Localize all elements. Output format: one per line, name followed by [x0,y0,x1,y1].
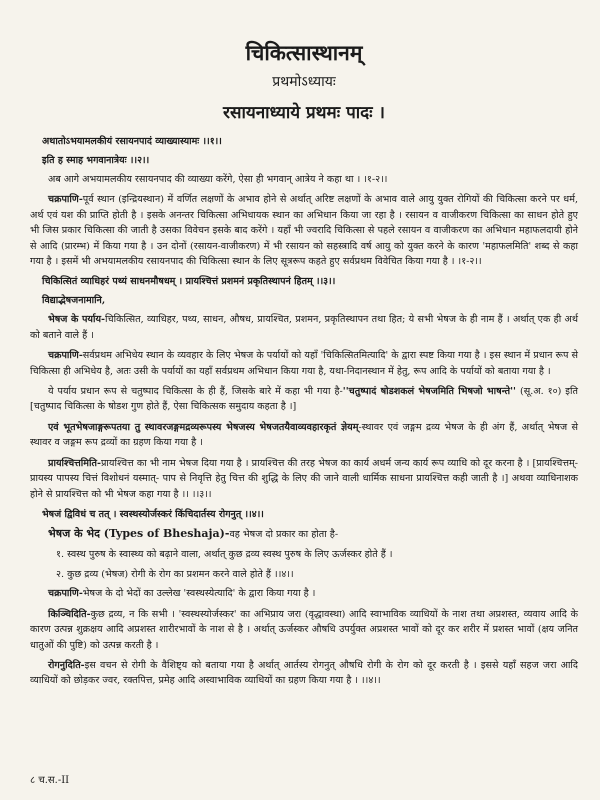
paragraph-6 [30,420,578,451]
paragraph-9 [30,586,578,601]
paragraph-10-text: कुछ द्रव्य, न कि सभी । 'स्वस्थस्योर्जस्कर' का अभिप्राय जरा (वृद्धावस्था) आदि स्वाभाविक व्याधियों के नाश तथा अप्रशस्त, व्यवाय आदि के कारण उत्पन्न शुक्रक्षय आदि अप्रशस्त शारीरभावों के नाश से है । अर्थात् ऊर्जस्कर औषधि उपर्युक्त अप्रशस्त भावों को दूर कर शरीर में प्रशस्त भावों (क्षय जनित धातुओं की पुष्टि) को उत्पन्न करती है । [30,608,578,651]
sanskrit-verse-1b: इति ह स्माह भगवानात्रेयः ।।२।। [42,155,150,166]
paragraph-7-label: प्रायश्चित्तमिति- [48,457,101,469]
sanskrit-verse-4: भेषजं द्विविधं च तत् । स्वस्थस्योर्जस्करं किंचिदार्तस्य रोगनुत् ।।४।। [42,508,264,520]
paragraph-2 [30,192,578,269]
paragraph-9-text: भेषज के दो भेदों का उल्लेख 'स्वस्थस्येत्यादि' के द्वारा किया गया है । [82,588,316,600]
sanskrit-verse-1a: अथातोऽभयामलकीयं रसायनपादं व्याख्यास्यामः ।।१।। [42,136,222,147]
paragraph-8-text: वह भेषज दो प्रकार का होता है- [229,528,339,540]
paragraph-9-label: चक्रपाणि- [48,588,83,600]
paragraph-3-text: चिकित्सित, व्याधिहर, पथ्य, साधन, औषध, प्रायश्चित, प्रशमन, प्रकृतिस्थापन तथा हित; ये सभी भेषज के ही नाम हैं । अर्थात् एक ही अर्थ को बताने वाले हैं । [30,314,578,341]
paragraph-10-label: किञ्चिदिति- [48,608,91,620]
paragraph-6-lead: एवं भूतभेषजाङ्गरूपतया तु स्थावरजङ्गमद्रव्यरूपस्य भेषजस्य भेषजतयैवाव्यवहारकृतं ज्ञेयम् [48,421,359,433]
paragraph-4-label: चक्रपाणि- [48,350,83,362]
sanskrit-verse-3: चिकित्सितं व्याधिहरं पथ्यं साधनमौषधम् । प्रायश्चित्तं प्रशमनं प्रकृतिस्थापनं हितम् ।।३।। [42,276,336,288]
list-item-2: २. कुछ द्रव्य (भेषज) रोगी के रोग का प्रशमन करने वाले होते हैं ।।४।। [56,568,294,580]
paragraph-3-label: भेषज के पर्याय- [48,314,106,326]
chapter-heading: प्रथमोऽध्यायः [272,74,336,90]
paragraph-11-text: इस वचन से रोगी के वैशिष्ट्य को बताया गया है अर्थात् आर्तस्य रोगनुत् औषधि रोगी के रोग को दूर करती है । इससे यहाँ सहज जरा आदि व्याधियों को छोड़कर ज्वर, रक्तपित्त, प्रमेह आदि अस्वाभाविक व्याधियों का ग्रहण किया गया है । ।।४।। [30,659,578,687]
sanskrit-verse-3b: विद्याद्भेषजनामानि, [42,295,106,307]
paragraph-7-text: प्रायश्चित्त का भी नाम भेषज दिया गया है । प्रायश्चित्त की तरह भेषज का कार्य अधर्म जन्य कार्य रूप व्याधि को दूर करना है । [प्रायश्चित्तम्-प्रायस्य पापस्य चित्तं विशोधनं यस्मात्- पाप से निवृत्ति हेतु चित्त की शुद्धि के लिए की जाने वाली धार्मिक साधना प्रायश्चित्त कही जाती है ।] अथवा व्याधिनाशक होने से प्रायश्चित्त को भी भेषज कहा गया है ।। ।।३।। [30,457,578,500]
paragraph-5-text-b: (सू.अ. १०) इति [चतुष्पाद चिकित्सा के षोडश गुण होते हैं, ऐसा चिकित्सक समुदाय कहता है ।] [30,386,578,413]
paragraph-5-quote: ''चतुष्पादं षोडशकलं भेषजमिति भिषजो भाषन्ते'' [342,386,516,398]
paragraph-2-text: पूर्व स्थान (इन्द्रियस्थान) में वर्णित लक्षणों के अभाव होने से अर्थात् अरिष्ट लक्षणों के अभाव वाले आयु युक्त रोगियों की चिकित्सा करने पर धर्म, अर्थ एवं यश की प्राप्ति होती है । इसके अनन्तर चिकित्सा अभिधायक स्थान का अभिधान किया जा रहा है । रसायन व वाजीकरण चिकित्सा का साधन होते हुए भी जिस प्रकार चिकित्सा की जाती है उसका विवेचन इसके बाद करेंगे । यहाँ भी ज्वरादि चिकित्सा से पहले रसायन व वाजीकरण का अभिधान महाफलदायी होने से आदि (प्रारम्भ) में किया गया है । उन दोनों (रसायन-वाजीकरण) में भी रसायन को सहस्त्रादि वर्ष आयु को युक्त करने के कारण 'महाफलमिति' शब्द से कहा गया है । इसमें भी अभयामलकीय रसायनपाद की चिकित्सा स्थान के लिए सूत्ररूप कहते हुए सर्वप्रथम विवेचित किया गया है । ।१-२।। [30,194,578,268]
paragraph-4-text: सर्वप्रथम अभिधेय स्थान के व्यवहार के लिए भेषज के पर्यायों को यहाँ 'चिकित्सितमित्यादि' के द्वारा स्पष्ट किया गया है । इस स्थान में प्रधान रूप से चिकित्सा ही अभिधेय है, अतः उसी के पर्यायों का यहाँ सर्वप्रथम अभिधान किया गया है, यथा-निदानस्थान में हेतु, रूप आदि के पर्यायों को बताया गया है । [30,350,578,377]
paragraph-7 [30,456,578,502]
section-heading: रसायनाध्याये प्रथमः पादः । [223,103,385,123]
main-title: चिकित्सास्थानम् [245,40,363,65]
paragraph-8-label: भेषज के भेद (Types of Bheshaja)- [48,526,230,540]
paragraph-3 [30,312,578,343]
paragraph-11 [30,658,578,689]
page-footer: ८ च.स.-II [30,775,70,786]
paragraph-5 [30,384,578,415]
paragraph-10 [30,607,578,653]
list-item-1: १. स्वस्थ पुरुष के स्वास्थ्य को बढ़ाने वाला, अर्थात् कुछ द्रव्य स्वस्थ पुरुष के लिए ऊर्जस्कर होते हैं । [56,549,393,561]
paragraph-1: अब आगे अभयामलकीय रसायनपाद की व्याख्या करेंगे, ऐसा ही भगवान् आत्रेय ने कहा था । ।१-२।। [48,174,388,185]
paragraph-6-text: -स्थावर एवं जङ्गम द्रव्य भेषज के ही अंग हैं, अर्थात् भेषज से स्थावर व जङ्गम रूप द्रव्यों का ग्रहण किया गया है । [30,421,578,449]
paragraph-5-text-a: ये पर्याय प्रधान रूप से चतुष्पाद चिकित्सा के ही हैं, जिसके बारे में कहा भी गया है- [48,386,343,398]
paragraph-11-label: रोगनुदिति- [48,659,85,671]
paragraph-8 [30,526,578,542]
paragraph-4 [30,348,578,379]
paragraph-2-label: चक्रपाणि- [48,194,83,206]
